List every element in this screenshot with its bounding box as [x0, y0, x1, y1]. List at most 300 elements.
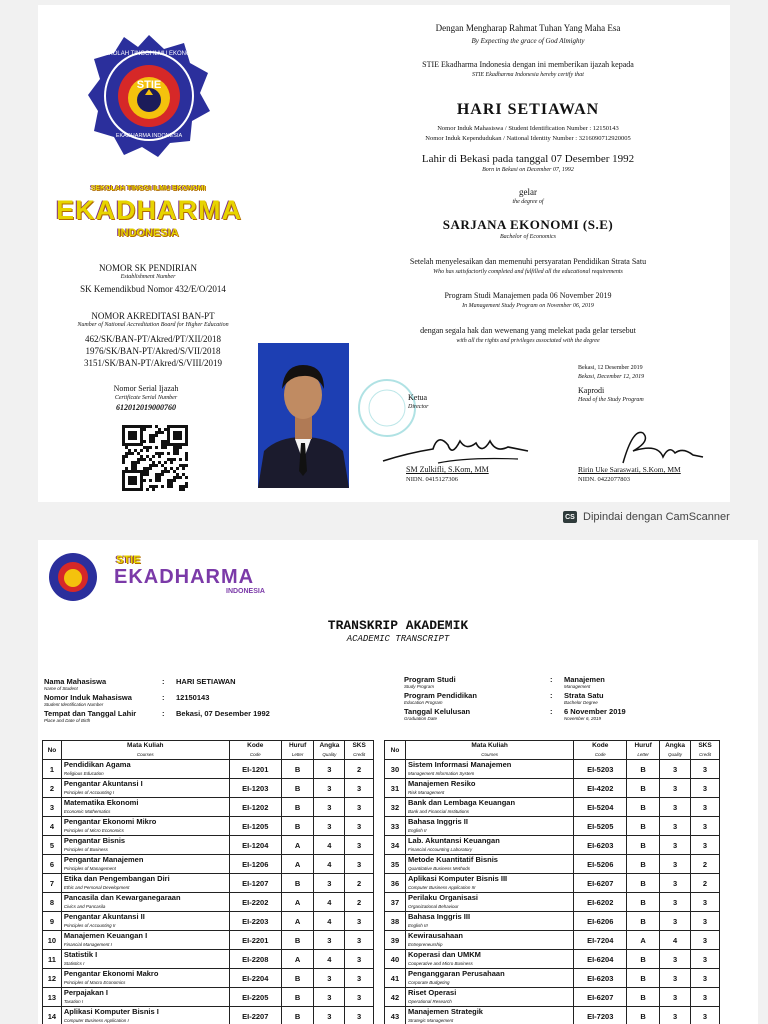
transcript-title: TRANSKRIP AKADEMIK	[327, 618, 469, 633]
cell-quality-text: 3	[672, 1011, 678, 1021]
cell-no-text: 1	[49, 764, 54, 774]
cell-course-text: Koperasi dan UMKM	[407, 950, 481, 959]
program-line-en: In Management Study Program on November 06, 2019	[462, 303, 594, 309]
col-letter-label: Huruf	[634, 742, 652, 749]
cell-credit	[345, 950, 374, 969]
cell-credit-text: 3	[357, 935, 362, 945]
cell-code	[574, 950, 627, 969]
nik-line: Nomor Induk Kependudukan / National Identity Number : 3216090712920005	[425, 135, 631, 142]
cell-code-text: EI-2207	[242, 1011, 269, 1021]
cell-quality	[660, 779, 691, 798]
cell-no	[43, 893, 62, 912]
cell-code-text: EI-7204	[587, 935, 614, 945]
nim-line: Nomor Induk Mahasiswa / Student Identification Number : 12150143	[437, 125, 619, 132]
cell-course-text: Lab. Akuntansi Keuangan	[407, 836, 500, 845]
cell-course-en: Religious Education	[63, 771, 104, 776]
cell-no	[43, 760, 62, 779]
qr-code	[122, 425, 188, 491]
cell-letter	[627, 969, 660, 988]
cell-letter-text: B	[640, 783, 646, 793]
cell-code-text: EI-1206	[242, 859, 269, 869]
cell-code	[574, 779, 627, 798]
program-info	[404, 675, 694, 723]
header-line1: Dengan Mengharap Rahmat Tuhan Yang Maha Esa	[435, 23, 621, 33]
cell-letter	[281, 893, 314, 912]
table-row	[43, 893, 374, 912]
cell-quality-text: 3	[327, 973, 332, 983]
cell-course	[61, 779, 229, 798]
cell-no	[385, 836, 406, 855]
cell-quality	[314, 931, 345, 950]
info-row-nim: Nomor Induk Mahasiswa Student Identification Number : 12150143	[44, 693, 210, 707]
cell-course	[405, 893, 573, 912]
cell-course	[61, 874, 229, 893]
cell-no-text: 40	[390, 954, 400, 964]
director-name: SM Zulkifli, S.Kom, MM	[406, 465, 489, 474]
table-row	[43, 931, 374, 950]
cell-credit	[345, 912, 374, 931]
cell-course	[405, 1007, 573, 1024]
cell-code	[229, 874, 281, 893]
cell-code	[229, 1007, 281, 1024]
cell-no-text: 6	[49, 859, 54, 869]
col-course-label: Mata Kuliah	[471, 742, 508, 749]
sk-value: SK Kemendikbud Nomor 432/E/O/2014	[80, 284, 226, 294]
cell-course	[61, 988, 229, 1007]
table-row	[385, 779, 720, 798]
cell-credit	[345, 893, 374, 912]
cell-course-en: Financial Accounting Laboratory	[407, 847, 473, 852]
cell-letter	[627, 893, 660, 912]
cell-letter-text: B	[294, 973, 301, 983]
transcript-brand-top: STIE	[116, 554, 141, 566]
completion-line: Setelah menyelesaikan dan memenuhi persyaratan Pendidikan Strata Satu	[409, 257, 647, 266]
cell-quality-text: 3	[327, 1011, 332, 1021]
table-row	[43, 912, 374, 931]
cell-credit	[345, 760, 374, 779]
cell-code	[574, 836, 627, 855]
cell-letter	[627, 912, 660, 931]
cell-code	[574, 817, 627, 836]
degree: SARJANA EKONOMI (S.E)	[442, 217, 614, 232]
cell-code-text: EI-5204	[587, 802, 614, 812]
cell-credit-text: 3	[357, 992, 362, 1002]
cell-letter	[281, 912, 314, 931]
cell-code-text: EI-1207	[242, 878, 269, 888]
cell-letter-text: B	[294, 992, 301, 1002]
stie-seal-logo	[86, 33, 212, 159]
cell-credit	[345, 874, 374, 893]
cell-course	[405, 931, 573, 950]
cell-letter	[627, 798, 660, 817]
graduate-photo	[258, 343, 349, 488]
col-course-label-en: Courses	[481, 752, 499, 757]
cell-credit-text: 3	[702, 764, 708, 774]
cell-no-text: 14	[47, 1011, 57, 1021]
cell-course-text: Riset Operasi	[407, 988, 457, 997]
ketua-label-en: Director	[408, 404, 429, 410]
cell-course-text: Pengantar Akuntansi I	[63, 779, 143, 788]
cell-course-text: Perilaku Organisasi	[407, 893, 478, 902]
cell-quality	[660, 874, 691, 893]
col-credit-label: SKS	[698, 742, 712, 749]
col-credit-label-en: Credit	[699, 752, 712, 757]
table-row	[385, 874, 720, 893]
cell-course	[405, 779, 573, 798]
col-letter	[281, 741, 314, 760]
cell-no-text: 30	[390, 764, 400, 774]
cell-no	[385, 988, 406, 1007]
cell-quality	[660, 817, 691, 836]
col-no: No	[385, 741, 406, 760]
birth-line: Lahir di Bekasi pada tanggal 07 Desember 1992	[421, 153, 635, 165]
cell-quality	[314, 988, 345, 1007]
cell-code	[574, 874, 627, 893]
cell-course-en: Risk Management	[407, 790, 445, 795]
cell-credit	[691, 893, 720, 912]
cell-credit-text: 3	[702, 783, 708, 793]
col-code-label: Kode	[247, 742, 264, 749]
table-row	[385, 912, 720, 931]
cell-quality-text: 3	[327, 821, 332, 831]
serial-label-en: Certificate Serial Number	[114, 395, 178, 401]
cell-course-en: Financial Management I	[63, 942, 112, 947]
cell-code	[229, 969, 281, 988]
cell-no	[385, 817, 406, 836]
camscanner-icon: CS	[563, 511, 577, 523]
cell-course-text: Sistem Informasi Manajemen	[407, 760, 512, 769]
cell-quality-text: 3	[672, 764, 678, 774]
cell-credit-text: 3	[702, 802, 708, 812]
cell-course-en: Cooperative and Micro Business	[407, 961, 473, 966]
header-line1-en: By Expecting the grace of God Almighty	[471, 37, 585, 45]
cell-credit-text: 2	[357, 897, 362, 907]
cell-letter	[281, 874, 314, 893]
cell-no-text: 37	[390, 897, 400, 907]
cell-code	[574, 760, 627, 779]
cell-letter-text: B	[640, 878, 646, 888]
cell-letter-text: B	[294, 878, 301, 888]
cell-no	[43, 1007, 62, 1024]
cell-no-text: 4	[49, 821, 54, 831]
sk-label-en: Establishment Number	[120, 274, 176, 280]
cell-credit-text: 3	[357, 859, 362, 869]
cell-quality	[314, 836, 345, 855]
cell-code	[574, 912, 627, 931]
table-row	[43, 874, 374, 893]
cell-credit	[345, 779, 374, 798]
cell-quality	[314, 874, 345, 893]
cell-credit-text: 3	[702, 821, 708, 831]
cell-letter-text: A	[294, 840, 301, 850]
table-row	[385, 1007, 720, 1024]
cell-letter	[281, 798, 314, 817]
student-info	[44, 677, 374, 725]
table-row	[385, 950, 720, 969]
info-label-en: Graduation Date	[404, 716, 438, 721]
cell-letter	[281, 779, 314, 798]
cell-no	[385, 931, 406, 950]
cell-course	[61, 798, 229, 817]
cell-no	[43, 874, 62, 893]
cell-quality-text: 4	[672, 935, 678, 945]
col-code	[229, 741, 281, 760]
info-label: Tempat dan Tanggal Lahir	[44, 709, 137, 718]
cell-letter	[627, 855, 660, 874]
cell-course	[61, 969, 229, 988]
cell-code-text: EI-4202	[587, 783, 614, 793]
cell-course-text: Pengantar Ekonomi Makro	[63, 969, 159, 978]
cell-letter-text: B	[640, 973, 646, 983]
table-row	[43, 779, 374, 798]
cell-credit	[345, 836, 374, 855]
cell-credit	[691, 988, 720, 1007]
info-row-graduation: Tanggal Kelulusan Graduation Date : 6 November 2019 November 6, 2019	[404, 707, 626, 721]
table-row	[385, 969, 720, 988]
cell-no	[385, 893, 406, 912]
cell-letter	[627, 817, 660, 836]
cell-quality-text: 4	[327, 897, 332, 907]
col-code-label-en: Code	[594, 752, 606, 757]
cell-course-text: Aplikasi Komputer Bisnis I	[63, 1007, 159, 1016]
cell-course-text: Manajemen Strategik	[407, 1007, 483, 1016]
cell-course-text: Penganggaran Perusahaan	[407, 969, 505, 978]
cell-course-en: Entrepreneurship	[407, 942, 443, 947]
cell-course-en: Civics and Pancasila	[63, 904, 106, 909]
cell-letter-text: A	[294, 954, 301, 964]
cell-code	[229, 912, 281, 931]
cell-credit	[691, 798, 720, 817]
cell-code-text: EI-6202	[587, 897, 614, 907]
cell-quality-text: 4	[327, 859, 332, 869]
cell-letter	[627, 779, 660, 798]
cell-quality	[314, 893, 345, 912]
cell-letter-text: B	[294, 783, 301, 793]
cell-letter-text: B	[640, 859, 646, 869]
cell-credit-text: 3	[702, 935, 708, 945]
cell-quality-text: 3	[672, 821, 678, 831]
info-label: Program Pendidikan	[404, 691, 477, 700]
col-quality	[314, 741, 345, 760]
cell-no	[43, 931, 62, 950]
cell-letter-text: A	[294, 897, 301, 907]
cell-course	[61, 931, 229, 950]
cell-no-text: 9	[49, 916, 54, 926]
cell-code-text: EI-2203	[242, 916, 269, 926]
cell-quality-text: 4	[327, 916, 332, 926]
cell-code	[229, 988, 281, 1007]
cell-credit	[345, 988, 374, 1007]
cell-no	[43, 988, 62, 1007]
cell-no	[43, 912, 62, 931]
kaprodi-label-en: Head of the Study Program	[578, 397, 644, 403]
cell-quality-text: 3	[327, 878, 332, 888]
cell-credit-text: 3	[357, 954, 362, 964]
cell-quality	[660, 760, 691, 779]
cell-credit	[345, 931, 374, 950]
table-row	[385, 931, 720, 950]
cell-quality	[314, 798, 345, 817]
cell-credit-text: 2	[357, 878, 362, 888]
col-quality-label-en: Quality	[322, 752, 337, 757]
cell-code-text: EI-6203	[587, 840, 614, 850]
cell-credit-text: 3	[357, 973, 362, 983]
cell-credit-text: 3	[357, 821, 362, 831]
place-date: Bekasi, 12 Desember 2019	[578, 365, 643, 371]
table-row	[43, 950, 374, 969]
director-nidn: NIDN. 0415127306	[406, 476, 458, 483]
cell-course-en: Corporate Budgeting	[407, 980, 450, 985]
cell-letter-text: B	[294, 821, 301, 831]
cell-quality-text: 3	[672, 916, 678, 926]
cell-letter-text: B	[640, 954, 646, 964]
cell-letter-text: B	[640, 992, 646, 1002]
cell-credit-text: 3	[702, 840, 708, 850]
table-row	[385, 760, 720, 779]
cell-course-en: Computer Business Application I	[63, 1018, 129, 1023]
cell-quality	[314, 760, 345, 779]
info-label-en: Place and Date of Birth	[44, 718, 91, 723]
cell-credit-text: 3	[702, 897, 708, 907]
akreditasi-label: NOMOR AKREDITASI BAN-PT	[91, 311, 215, 321]
cell-no-text: 35	[390, 859, 400, 869]
cell-letter	[281, 1007, 314, 1024]
header-line2-en: STIE Ekadharma Indonesia hereby certify that	[472, 72, 584, 78]
table-row	[43, 988, 374, 1007]
cell-letter	[281, 988, 314, 1007]
program-line: Program Studi Manajemen pada 06 November 2019	[444, 291, 612, 300]
cell-no-text: 7	[49, 878, 54, 888]
cell-course	[405, 988, 573, 1007]
cell-course-text: Bahasa Inggris III	[407, 912, 471, 921]
cell-course-text: Pancasila dan Kewarganegaraan	[63, 893, 181, 902]
cell-code-text: EI-5203	[587, 764, 614, 774]
cell-letter-text: A	[640, 935, 646, 945]
cell-credit-text: 3	[702, 973, 708, 983]
ketua-label: Ketua	[408, 393, 428, 402]
info-value: 6 November 2019	[564, 707, 626, 716]
cell-no	[43, 969, 62, 988]
seal-top-text: SEKOLAH TINGGI ILMU EKONOMI	[100, 51, 198, 57]
cell-no-text: 31	[390, 783, 400, 793]
cell-course	[61, 760, 229, 779]
col-code-label: Kode	[592, 742, 609, 749]
info-value: Manajemen	[564, 675, 605, 684]
cell-course-en: Bank and Financial Institutions	[407, 809, 469, 814]
cell-code-text: EI-2202	[242, 897, 269, 907]
cell-course	[405, 836, 573, 855]
cell-no	[385, 969, 406, 988]
cell-course	[405, 855, 573, 874]
cell-course-en: Organizational Behaviour	[407, 904, 459, 909]
cell-no	[43, 855, 62, 874]
serial-value: 612012019000760	[116, 403, 176, 412]
course-table-left	[42, 740, 374, 1024]
table-row	[385, 798, 720, 817]
cell-credit	[345, 817, 374, 836]
table-row	[43, 855, 374, 874]
cell-no	[43, 836, 62, 855]
cell-letter	[627, 874, 660, 893]
cell-letter-text: B	[294, 1011, 301, 1021]
akreditasi-line: 3151/SK/BAN-PT/Akred/S/VIII/2019	[84, 358, 222, 368]
cell-quality-text: 3	[672, 840, 678, 850]
cell-no	[43, 779, 62, 798]
cell-course-en: Principles of Accounting I	[63, 790, 115, 795]
info-value-en: Management	[564, 684, 591, 689]
cell-no	[385, 779, 406, 798]
cell-code-text: EI-1201	[242, 764, 269, 774]
cell-letter-text: B	[294, 764, 301, 774]
cell-course-text: Pendidikan Agama	[63, 760, 131, 769]
cell-letter-text: B	[294, 802, 301, 812]
cell-quality	[314, 950, 345, 969]
col-code-label-en: Code	[249, 752, 261, 757]
cell-course-en: Principles of Management	[63, 866, 116, 871]
cell-no-text: 3	[49, 802, 54, 812]
cell-credit	[691, 836, 720, 855]
info-value: Strata Satu	[564, 691, 604, 700]
cell-course-text: Matematika Ekonomi	[63, 798, 139, 807]
info-value: HARI SETIAWAN	[176, 677, 236, 686]
cell-course-text: Manajemen Keuangan I	[63, 931, 148, 940]
info-value: 12150143	[176, 693, 210, 702]
kaprodi-nidn: NIDN. 0422077803	[578, 476, 630, 483]
cell-credit-text: 2	[702, 878, 708, 888]
info-row-name: Nama Mahasiswa Name of Student : HARI SETIAWAN	[44, 677, 236, 691]
cell-course-text: Statistik I	[63, 950, 98, 959]
cell-letter	[627, 760, 660, 779]
cell-code-text: EI-6206	[587, 916, 614, 926]
info-row-education: Program Pendidikan Education Program : Strata Satu Bachelor Degree	[404, 691, 604, 705]
table-row	[43, 969, 374, 988]
cell-credit	[691, 1007, 720, 1024]
table-row	[43, 836, 374, 855]
cell-code	[574, 798, 627, 817]
header-line2: STIE Ekadharma Indonesia dengan ini memberikan ijazah kepada	[422, 60, 634, 69]
cell-code	[229, 931, 281, 950]
cell-quality-text: 3	[672, 973, 678, 983]
table-row	[385, 855, 720, 874]
cell-quality	[660, 950, 691, 969]
sk-label: NOMOR SK PENDIRIAN	[98, 263, 197, 273]
cell-code-text: EI-7203	[587, 1011, 614, 1021]
info-row-program: Program Studi Study Program : Manajemen Management	[404, 675, 605, 689]
cell-course-text: Pengantar Ekonomi Mikro	[63, 817, 157, 826]
camscanner-badge	[563, 511, 730, 523]
cell-no-text: 13	[47, 992, 57, 1002]
cell-course	[61, 912, 229, 931]
cell-course-text: Pengantar Bisnis	[63, 836, 126, 845]
akreditasi-list	[48, 333, 258, 369]
cell-code	[574, 855, 627, 874]
cell-credit-text: 3	[357, 802, 362, 812]
transcript-brand-name: EKADHARMA	[114, 566, 255, 588]
cell-quality-text: 4	[327, 954, 332, 964]
cell-course	[61, 1007, 229, 1024]
cell-quality	[660, 931, 691, 950]
cell-credit	[691, 874, 720, 893]
info-label: Nomor Induk Mahasiswa	[44, 693, 132, 702]
cell-letter	[281, 855, 314, 874]
cell-quality	[314, 912, 345, 931]
cell-quality-text: 3	[327, 935, 332, 945]
cell-no-text: 33	[390, 821, 400, 831]
rights-line: dengan segala hak dan wewenang yang melekat pada gelar tersebut	[420, 326, 636, 335]
cell-course	[61, 855, 229, 874]
cell-no-text: 12	[47, 973, 57, 983]
cell-quality-text: 3	[672, 802, 678, 812]
